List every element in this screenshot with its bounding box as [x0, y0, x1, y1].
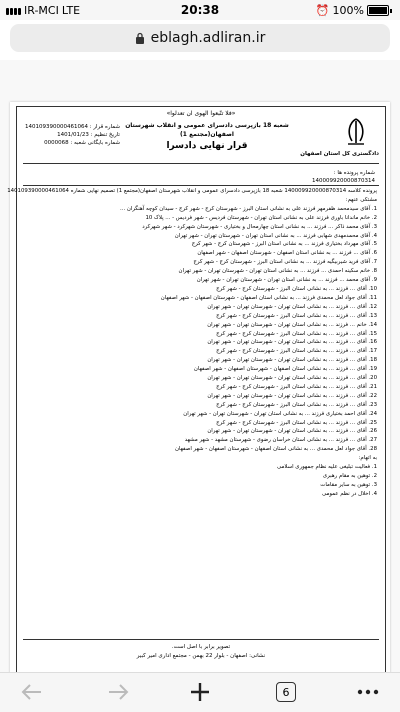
- document-body: [7, 187, 377, 499]
- battery-icon: [367, 5, 389, 16]
- document-line: مشتکی عنهم:: [345, 196, 377, 203]
- more-icon: [357, 689, 379, 695]
- archive-no: 0000068: [44, 140, 69, 146]
- branch-line1: شعبه 18 بازپرسی دادسرای عمومی و انقلاب شهرستان: [125, 122, 289, 129]
- branch-heading: [107, 121, 307, 139]
- document-line: 1. آقای سیدمحمد ظفرمهر فرزند علی به نشانی استان البرز - شهرستان کرج - شهر کرج - سیدان کوچه آهنگران ...: [120, 205, 377, 212]
- document-footer: [23, 643, 379, 661]
- document-line: 18. آقای ... فرزند ... به نشانی استان تهران - شهرستان تهران - شهر تهران: [207, 357, 377, 364]
- battery-group: [316, 4, 392, 17]
- document-line: 2. خانم ماندانا باوری فرزند علی به نشانی استان تهران - شهرستان فردیس - شهر فردیس - ... پلاک 10: [145, 214, 377, 221]
- divider: [23, 163, 379, 164]
- certified-copy-note: تصویر برابر با اصل است.: [171, 644, 231, 650]
- alarm-icon: ⏰: [315, 4, 330, 17]
- document-line: 17. آقای ... فرزند ... به نشانی استان البرز - شهرستان کرج - شهر کرج: [216, 348, 377, 355]
- clock: 20:38: [180, 3, 220, 17]
- document-line: 1. فعالیت تبلیغی علیه نظام جمهوری اسلامی: [276, 464, 377, 471]
- document-line: 3. آقای محمد ذاکر ... فرزند ... به نشانی استان چهارمحال و بختیاری - شهرستان شهرکرد - شهر شهرکرد: [142, 223, 377, 230]
- court-name: دادگستری کل استان اصفهان: [300, 151, 379, 157]
- divider: [23, 639, 379, 640]
- document-line: پرونده کلاسه 140009920000870314 شعبه 18 بازپرسی دادسرای عمومی و انقلاب شهرستان اصفهان(مجتمع 1) تصمیم نهایی شماره 140109390000461064: [7, 188, 377, 194]
- file-label: شماره پرونده ها :: [333, 170, 375, 176]
- document-line: 2. توهین به مقام رهبری: [322, 473, 377, 479]
- document-line: 3. توهین به سایر مقامات: [320, 481, 377, 488]
- document-line: 19. آقای ... فرزند ... به نشانی استان اصفهان - شهرستان اصفهان - شهر اصفهان: [193, 366, 377, 373]
- document-line: 24. آقای احمد بختیاری فرزند ... به نشانی استان تهران - شهرستان تهران - شهر تهران: [183, 410, 377, 417]
- document-line: 26. آقای ... فرزند ... به نشانی استان تهران - شهرستان تهران - شهر تهران: [207, 428, 377, 435]
- status-bar: [0, 0, 400, 20]
- document-line: 25. آقای ... فرزند ... به نشانی استان البرز - شهرستان کرج - شهر کرج: [216, 419, 377, 426]
- document-line: 22. آقای ... فرزند ... به نشانی استان تهران - شهرستان تهران - شهر تهران: [207, 392, 377, 399]
- address-bar[interactable]: [10, 24, 390, 52]
- network-label: LTE: [61, 4, 81, 17]
- date-label: تاریخ تنظیم :: [90, 132, 120, 138]
- back-arrow-icon: [21, 683, 43, 701]
- decision-no: 140109390000461064: [25, 124, 88, 130]
- document-line: 27. آقای ... فرزند ... به نشانی استان خراسان رضوی - شهرستان مشهد - شهر مشهد: [184, 437, 377, 444]
- court-address: نشانی: اصفهان - بلوار 22 بهمن - مجتمع اداری امیر کبیر: [136, 653, 266, 659]
- court-document: [7, 102, 390, 676]
- document-line: به اتهام:: [358, 455, 377, 462]
- decision-no-label: شماره قرار :: [89, 124, 120, 130]
- file-no: 140009920000870314: [312, 178, 375, 184]
- more-button[interactable]: [350, 679, 386, 705]
- branch-line2: اصفهان(مجتمع 1): [180, 131, 234, 138]
- document-line: 4. آقای محمدمهدی شهابی فرزند ... به نشانی استان تهران - شهرستان تهران - شهر تهران: [174, 232, 377, 239]
- document-line: 23. آقای ... فرزند ... به نشانی استان البرز - شهرستان کرج - شهر کرج: [216, 401, 377, 408]
- archive-label: شماره بایگانی شعبه :: [70, 140, 120, 146]
- url-text[interactable]: eblagh.adliran.ir: [150, 30, 266, 46]
- document-line: 9. آقای محمد ... فرزند ... به نشانی استان تهران - شهرستان تهران - شهر تهران: [196, 277, 377, 284]
- document-line: 4. اخلال در نظم عمومی: [322, 490, 377, 497]
- document-line: 7. آقای فرید شیربیگیه فرزند ... به نشانی استان البرز - شهرستان کرج - شهر کرج: [193, 259, 377, 266]
- forward-button[interactable]: [100, 679, 136, 705]
- document-line: 28. آقای جواد لعل محمدی ... به نشانی استان اصفهان - شهرستان اصفهان - شهر اصفهان: [174, 446, 377, 453]
- document-line: 20. آقای ... فرزند ... به نشانی استان تهران - شهرستان تهران - شهر تهران: [207, 375, 377, 382]
- document-line: 12. آقای ... فرزند ... به نشانی استان تهران - شهرستان تهران - شهر تهران: [207, 303, 377, 310]
- document-line: 10. آقای ... فرزند ... به نشانی استان البرز - شهرستان کرج - شهر کرج: [216, 285, 377, 292]
- new-tab-button[interactable]: [182, 679, 218, 705]
- lock-icon: [135, 32, 145, 44]
- document-line: 16. آقای ... فرزند ... به نشانی استان تهران - شهرستان تهران - شهر تهران: [207, 339, 377, 346]
- document-frame: [7, 106, 386, 674]
- document-line: 21. آقای ... فرزند ... به نشانی استان البرز - شهرستان کرج - شهر کرج: [216, 383, 377, 390]
- battery-percent: 100%: [332, 4, 364, 17]
- tab-count: 6: [282, 685, 290, 699]
- page-viewport: [0, 60, 400, 672]
- document-line: 11. آقای جواد لعل محمدی فرزند ... به نشانی استان اصفهان - شهرستان اصفهان - شهر اصفهان: [160, 294, 377, 301]
- tabs-button[interactable]: [268, 679, 304, 705]
- document-line: 15. آقای ... فرزند ... به نشانی استان البرز - شهرستان کرج - شهر کرج: [216, 330, 377, 337]
- decision-meta: [25, 123, 120, 147]
- iran-emblem-icon: [339, 117, 373, 147]
- back-button[interactable]: [14, 679, 50, 705]
- browser-toolbar: [0, 672, 400, 712]
- divider: [23, 185, 379, 186]
- bismillah-heading: «فلا تتّبعوا الهوی ان تعدلوا»: [166, 110, 236, 117]
- document-line: 14. خانم ... فرزند ... به نشانی استان تهران - شهرستان تهران - شهر تهران: [207, 321, 377, 328]
- document-line: 5. آقای مهرداد بختیاری فرزند ... به نشانی استان البرز - شهرستان کرج - شهر کرج: [191, 241, 377, 248]
- document-line: 8. خانم سکینه احمدی ... فرزند ... به نشانی استان تهران - شهرستان تهران - شهر تهران: [178, 268, 377, 275]
- document-line: 13. آقای ... فرزند ... به نشانی استان البرز - شهرستان کرج - شهر کرج: [216, 312, 377, 319]
- carrier-label: IR-MCI: [24, 4, 59, 17]
- document-line: 6. آقای ... فرزند ... به نشانی استان اصفهان - شهرستان اصفهان - شهر اصفهان: [197, 250, 377, 257]
- tabs-icon: [276, 682, 296, 702]
- file-numbers: [312, 169, 375, 185]
- plus-icon: [189, 681, 211, 703]
- decision-date: 1401/01/23: [57, 132, 89, 138]
- forward-arrow-icon: [107, 683, 129, 701]
- document-title: قرار نهایی دادسرا: [166, 141, 248, 151]
